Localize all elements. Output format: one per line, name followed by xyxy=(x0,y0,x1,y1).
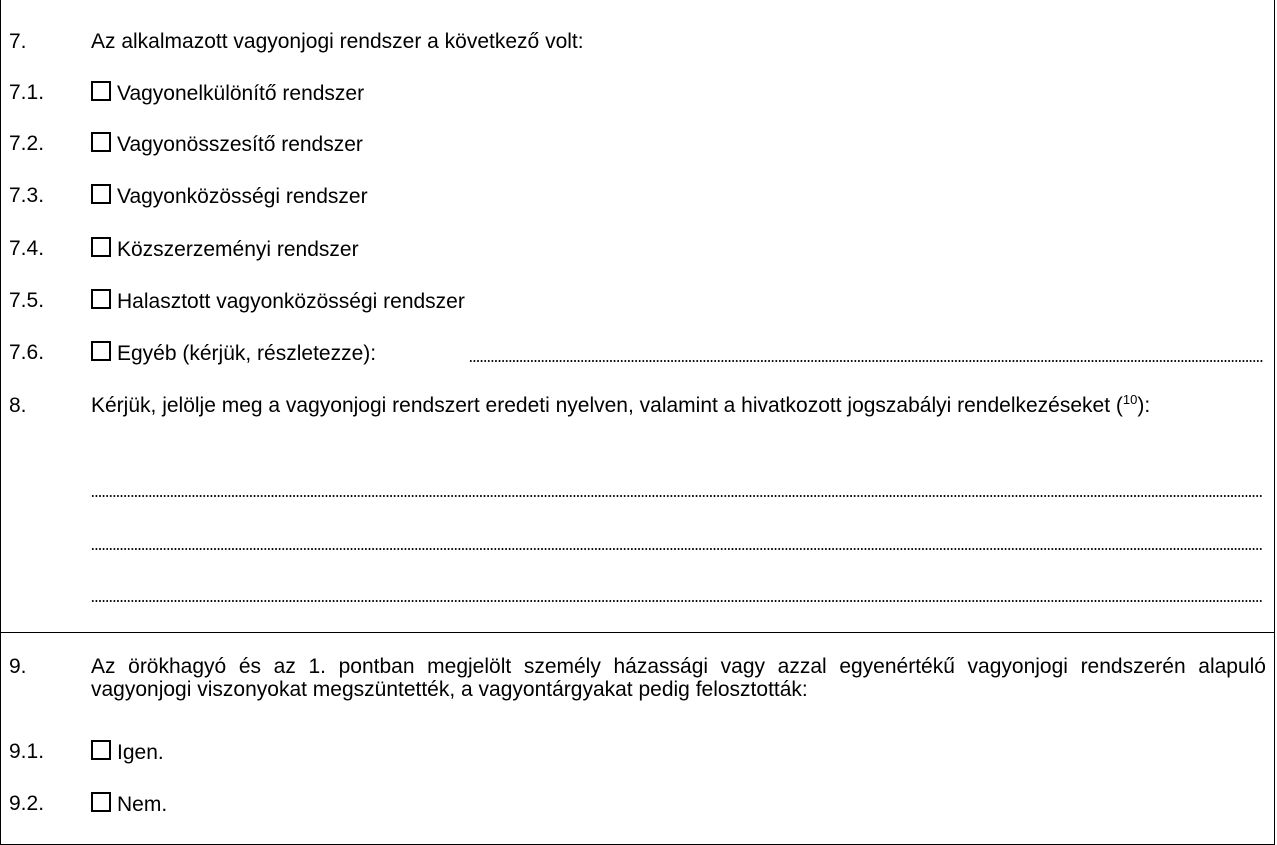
item-number: 7. xyxy=(9,30,27,53)
item-number: 9.1. xyxy=(9,740,45,763)
section-8-question: Kérjük, jelölje meg a vagyonjogi rendszert eredeti nyelven, valamint a hivatkozott jogszabályi rendelkezéseket ($^{10}$): xyxy=(91,392,1151,417)
section-9-question: Az örökhagyó és az 1. pontban megjelölt személy házassági vagy azzal egyenértékű vagyonjogi rendszerén alapuló vagyonjogi viszonyokat megszüntették, a vagyontárgyakat pedig felosztották: xyxy=(91,655,1266,701)
form-section-9 xyxy=(0,632,1275,845)
option-label: Igen. xyxy=(117,741,164,764)
footnote-ref: 10 xyxy=(1122,392,1138,407)
other-specify-field[interactable] xyxy=(469,358,1263,364)
item-number: 7.2. xyxy=(9,132,45,155)
checkbox[interactable] xyxy=(91,132,111,152)
option-label: Egyéb (kérjük, részletezze): xyxy=(117,342,377,365)
checkbox[interactable] xyxy=(91,341,111,361)
item-number: 7.1. xyxy=(9,81,45,104)
item-number: 7.4. xyxy=(9,237,45,260)
answer-line-2[interactable] xyxy=(91,546,1263,552)
answer-line-1[interactable] xyxy=(91,493,1263,499)
option-label: Halasztott vagyonközösségi rendszer xyxy=(117,290,465,313)
item-number: 9.2. xyxy=(9,792,45,815)
option-label: Közszerzeményi rendszer xyxy=(117,238,359,261)
checkbox[interactable] xyxy=(91,237,111,257)
option-label: Nem. xyxy=(117,793,168,816)
checkbox[interactable] xyxy=(91,740,111,760)
checkbox[interactable] xyxy=(91,792,111,812)
item-number: 7.5. xyxy=(9,289,45,312)
checkbox[interactable] xyxy=(91,81,111,101)
checkbox[interactable] xyxy=(91,184,111,204)
item-number: 9. xyxy=(9,655,27,678)
option-label: Vagyonösszesítő rendszer xyxy=(117,133,363,156)
item-number: 7.3. xyxy=(9,184,45,207)
section-7-question: Az alkalmazott vagyonjogi rendszer a következő volt: xyxy=(91,30,584,53)
item-number: 8. xyxy=(9,394,27,417)
option-label: Vagyonközösségi rendszer xyxy=(117,185,368,208)
item-number: 7.6. xyxy=(9,341,45,364)
option-label: Vagyonelkülönítő rendszer xyxy=(117,82,365,105)
answer-line-3[interactable] xyxy=(91,598,1263,604)
checkbox[interactable] xyxy=(91,289,111,309)
